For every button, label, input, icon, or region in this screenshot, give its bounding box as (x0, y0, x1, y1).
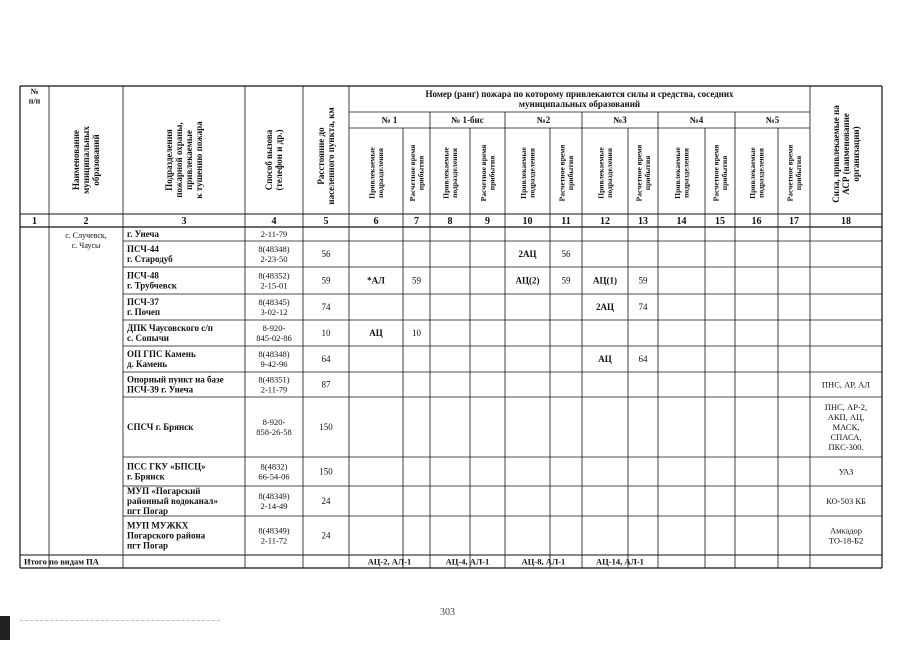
colnum-12: 12 (600, 216, 610, 227)
totals-rank1: АЦ-2, АЛ-1 (367, 556, 412, 567)
row-distance: 150 (319, 466, 333, 477)
totals-label: Итого по видам ПА (24, 556, 99, 567)
row-call: 8(48348) 2-23-50 (258, 243, 290, 264)
colnum-13: 13 (638, 216, 648, 227)
colnum-18: 18 (841, 216, 851, 227)
row-asr: КО-503 КБ (826, 495, 866, 506)
row-call: 8(48351) 2-11-79 (258, 374, 290, 395)
totals-rank2: АЦ-8, АЛ-1 (521, 556, 566, 567)
colnum-9: 9 (485, 216, 490, 227)
row-cell: 74 (638, 302, 648, 313)
row-call: 8-920-845-02-86 (256, 322, 292, 343)
colnum-15: 15 (715, 216, 725, 227)
header-num: № п/п (28, 87, 41, 106)
row-distance: 64 (321, 354, 331, 365)
header-sub-time: Расчетное времяприбытия (785, 144, 803, 202)
row-call: 8(48348) 9-42-96 (258, 348, 290, 369)
colnum-3: 3 (181, 216, 187, 227)
header-sub-units: Привлекаемыеподразделения (441, 147, 459, 199)
header-sub-time: Расчетное времяприбытия (557, 144, 575, 202)
row-call: 8(48345) 3-02-12 (258, 296, 290, 317)
colnum-16: 16 (751, 216, 762, 227)
row-cell: АЦ (598, 354, 612, 365)
row-unit: ПСЧ-44 г. Стародуб (127, 244, 173, 265)
colnum-6: 6 (373, 216, 379, 227)
row-distance: 10 (321, 328, 331, 339)
colnum-8: 8 (447, 216, 453, 227)
colnum-17: 17 (789, 216, 799, 227)
colnum-1: 1 (32, 216, 37, 227)
row-unit: ОП ГПС Камень д. Камень (127, 349, 196, 370)
header-sub-time: Расчетное времяприбытия (478, 144, 497, 202)
row-call: 8(48349) 2-14-49 (258, 490, 290, 511)
header-sub-units: Привлекаемыеподразделения (747, 147, 766, 199)
header-rank-0: № 1 (381, 115, 398, 126)
row-unit: МУП «Погарский районный водоканал» пгт Погар (127, 486, 218, 517)
header-sub-time: Расчетное времяприбытия (407, 144, 426, 202)
header-sub-time: Расчетное времяприбытия (634, 144, 652, 202)
row-unit: Опорный пункт на базе ПСЧ-39 г. Унеча (127, 374, 224, 395)
row-cell: 2АЦ (518, 249, 537, 260)
header-municipality: Наименованиемуниципальныхобразований (71, 126, 102, 194)
row-asr: Амкадор ТО-18-Б2 (828, 525, 864, 546)
row-call: 2-11-79 (260, 228, 288, 239)
row-cell: АЦ(1) (593, 275, 617, 286)
header-sub-units: Привлекаемыеподразделения (672, 147, 691, 199)
row-cell: АЦ (369, 328, 383, 339)
row-distance: 24 (321, 496, 331, 507)
header-rank-1: № 1-бис (451, 115, 484, 126)
row-cell: 2АЦ (596, 302, 614, 313)
row-unit: СПСЧ г. Брянск (127, 422, 194, 433)
header-sub-units: Привлекаемыеподразделения (367, 147, 385, 199)
row-cell: 59 (561, 275, 571, 286)
row-distance: 24 (321, 530, 331, 541)
row-unit: ПСЧ-37 г. Почеп (127, 297, 161, 318)
colnum-4: 4 (271, 216, 277, 227)
row-cell: 64 (638, 354, 648, 365)
colnum-7: 7 (414, 216, 419, 227)
header-rank-2: №2 (536, 115, 551, 126)
row-call: 8(48349) 2-11-72 (258, 525, 290, 546)
scan-mark (0, 616, 10, 640)
colnum-14: 14 (676, 216, 687, 227)
colnum-2: 2 (83, 216, 89, 227)
header-distance: Расстояние донаселенного пункта, км (316, 107, 337, 205)
row-distance: 150 (319, 422, 333, 433)
row-unit: МУП МУЖКХ Погарского района пгт Погар (127, 520, 206, 551)
header-rank-3: №3 (613, 115, 627, 126)
row-cell: АЦ(2) (515, 275, 540, 286)
row-distance: 56 (321, 249, 331, 260)
row-cell: *АЛ (367, 275, 385, 286)
header-rank-4: №4 (689, 115, 704, 126)
header-sub-units: Привлекаемыеподразделения (518, 147, 537, 199)
scan-artifact-line (20, 620, 220, 622)
colnum-11: 11 (561, 216, 571, 227)
header-call-method: Способ вызова(телефон и др.) (264, 129, 285, 191)
row-call: 8(4832) 66-54-06 (258, 461, 290, 482)
row-cell: 56 (561, 249, 571, 260)
row-unit: г. Унеча (127, 229, 159, 240)
row-cell: 59 (412, 275, 421, 286)
settlement-name: с. Случевск, с. Чаусы (65, 230, 107, 250)
row-call: 8-920-858-26-58 (256, 416, 292, 437)
row-asr: ПНС, АР-2, АКП, АЦ, МАСК, СПАСА, ПКС-300. (824, 401, 868, 452)
row-asr: ПНС, АР, АЛ (821, 379, 871, 390)
totals-rank3: АЦ-14, АЛ-1 (596, 556, 644, 567)
header-sub-units: Привлекаемыеподразделения (596, 147, 614, 199)
row-unit: ПСЧ-48 г. Трубчевск (127, 270, 177, 291)
row-cell: 59 (638, 275, 648, 286)
row-distance: 59 (321, 275, 331, 286)
totals-rank1bis: АЦ-4, АЛ-1 (445, 556, 490, 567)
row-asr: УАЗ (838, 466, 854, 477)
colnum-10: 10 (522, 216, 533, 227)
row-unit: ПСС ГКУ «БПСЦ» г. Брянск (127, 461, 206, 482)
header-asr: Сила, привлекаемые наАСР (наименованиеорганизации) (831, 105, 862, 203)
row-unit: ДПК Чаусовского с/п с. Сопычи (127, 323, 213, 344)
row-distance: 74 (321, 302, 331, 313)
header-rank-5: №5 (765, 115, 780, 126)
colnum-5: 5 (323, 216, 329, 227)
page-number: 303 (440, 607, 455, 618)
header-units: Подразделенияпожарной охраны,привлекаемыек тушению пожара (164, 121, 205, 199)
row-distance: 87 (321, 379, 331, 390)
row-cell: 10 (412, 328, 421, 339)
header-rank: Номер (ранг) пожара по которому привлекаются силы и средства, соседних муниципальных образований (425, 89, 734, 110)
header-sub-time: Расчетное времяприбытия (711, 144, 729, 202)
row-call: 8(48352) 2-15-01 (258, 270, 290, 291)
